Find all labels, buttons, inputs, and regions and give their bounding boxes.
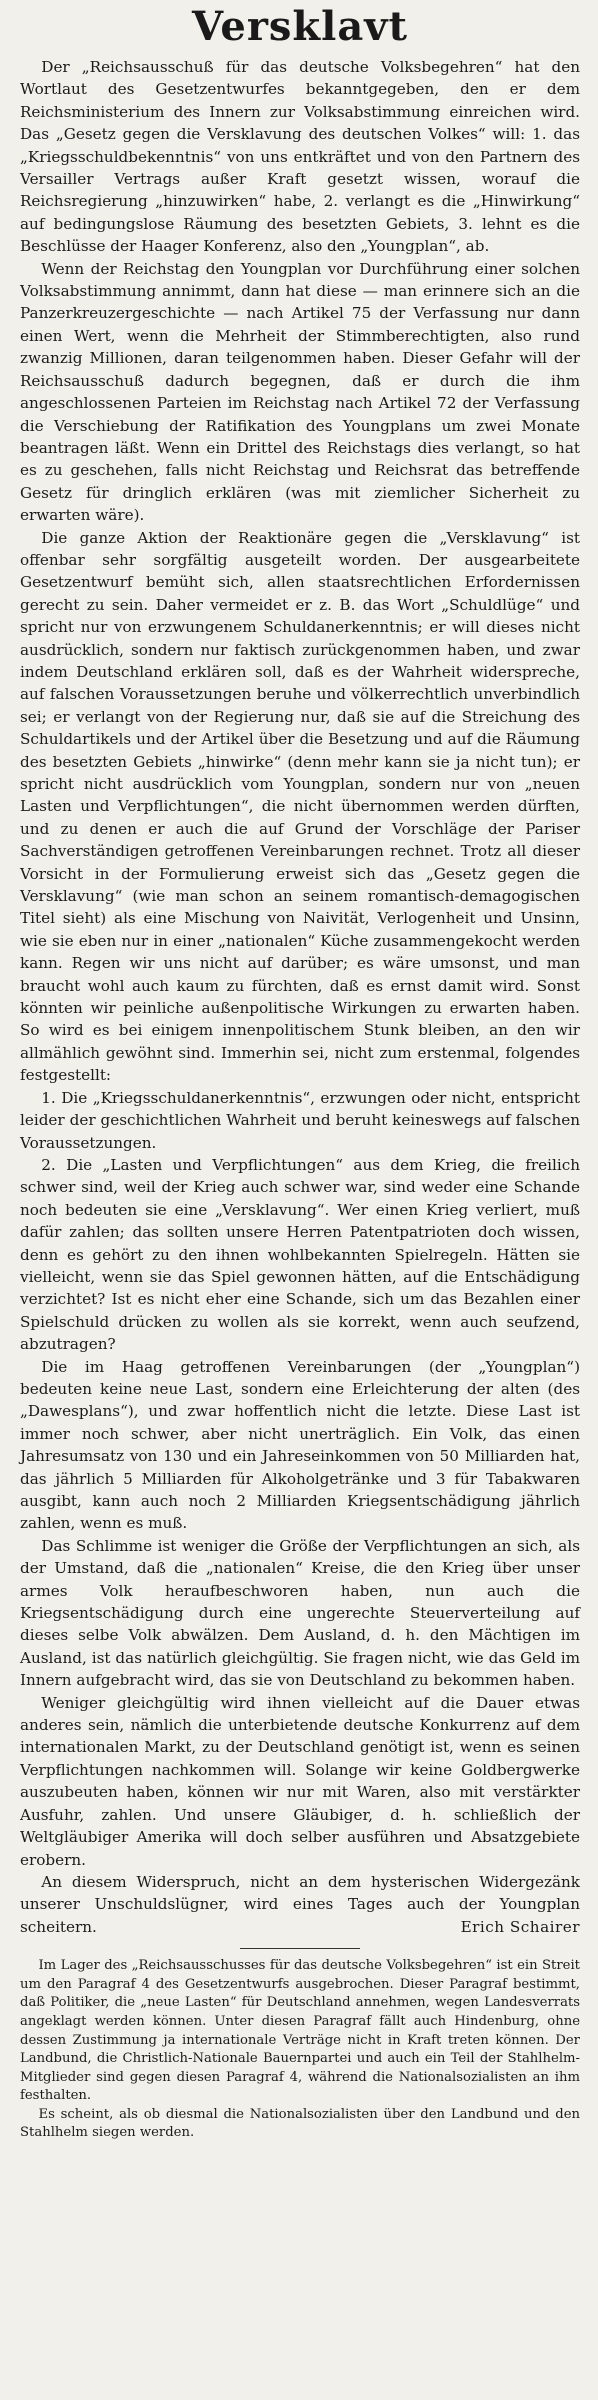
article-body: [20, 56, 580, 1938]
paragraph: Die ganze Aktion der Reaktionäre gegen die „Versklavung“ ist offenbar sehr sorgfältig ausgeteilt worden. Der ausgearbeitete Gesetzentwurf bemüht sich, allen staatsrechtlichen Erfordernissen gerecht zu sein. Daher vermeidet er z. B. das Wort „Schuldlüge“ und spricht nur von erzwungenem Schuldanerkenntnis; er will dieses nicht ausdrücklich, sondern nur faktisch zurückgenommen haben, und zwar indem Deutschland erklären soll, daß es der Wahrheit widerspreche, auf falschen Voraussetzungen beruhe und völkerrechtlich unverbindlich sei; er verlangt von der Regierung nur, daß sie auf die Streichung des Schuldartikels und der Artikel über die Besetzung und auf die Räumung des besetzten Gebiets „hinwirke“ (denn mehr kann sie ja nicht tun); er spricht nicht ausdrücklich vom Youngplan, sondern nur von „neuen Lasten und Verpflichtungen“, die nicht übernommen werden dürften, und zu denen er auch die auf Grund der Vorschläge der Pariser Sachverständigen getroffenen Vereinbarungen rechnet. Trotz all dieser Vorsicht in der Formulierung erweist sich das „Gesetz gegen die Versklavung“ (wie man schon an seinem romantisch-demagogischen Titel sieht) als eine Mischung von Naivität, Verlogenheit und Unsinn, wie sie eben nur in einer „nationalen“ Küche zusammengekocht werden kann. Regen wir uns nicht auf darüber; es wäre umsonst, und man braucht wohl auch kaum zu fürchten, daß es ernst damit wird. Sonst könnten wir peinliche außenpolitische Wirkungen zu erwarten haben. So wird es bei einigem innenpolitischem Stunk bleiben, an den wir allmählich gewöhnt sind. Immerhin sei, nicht zum erstenmal, folgendes festgestellt:: [20, 528, 580, 1085]
paragraph: Das Schlimme ist weniger die Größe der Verpflichtungen an sich, als der Umstand, daß die „nationalen“ Kreise, die den Krieg über unser armes Volk heraufbeschworen haben, nun auch die Kriegsentschädigung durch eine ungerechte Steuerverteilung auf dieses selbe Volk abwälzen. Dem Ausland, d. h. den Mächtigen im Ausland, ist das natürlich gleichgültig. Sie fragen nicht, wie das Geld im Innern aufgebracht wird, das sie von Deutschland zu bekommen haben.: [20, 1536, 580, 1690]
headline: Versklavt: [192, 3, 408, 50]
section-divider: [240, 1948, 360, 1949]
closing-text: An diesem Widerspruch, nicht an dem hysterischen Widergezänk unserer Unschuldslügner, wird eines Tages auch der Youngplan scheitern.: [20, 1872, 580, 1936]
paragraph: 2. Die „Lasten und Verpflichtungen“ aus dem Krieg, die freilich schwer sind, weil der Krieg auch schwer war, sind weder eine Schande noch bedeuten sie eine „Versklavung“. Wer einen Krieg verliert, muß dafür zahlen; das sollten unsere Herren Patentpatrioten doch wissen, denn es gehört zu den ihnen wohlbekannten Spielregeln. Hätten sie vielleicht, wenn sie das Spiel gewonnen hätten, auf die Entschädigung verzichtet? Ist es nicht eher eine Schande, sich um das Bezahlen einer Spielschuld drücken zu wollen als sie korrekt, wenn auch seufzend, abzutragen?: [20, 1155, 580, 1354]
trailer-paragraph: Im Lager des „Reichsausschusses für das deutsche Volksbegehren“ ist ein Streit um den Paragraf 4 des Gesetzentwurfs ausgebrochen. Dieser Paragraf bestimmt, daß Politiker, die „neue Lasten“ für Deutschland annehmen, wegen Landesverrats angeklagt werden können. Unter diesen Paragraf fällt auch Hindenburg, ohne dessen Zustimmung ja internationale Verträge nicht in Kraft treten können. Der Landbund, die Christlich-Nationale Bauernpartei und auch ein Teil der Stahlhelm-Mitglieder sind gegen diesen Paragraf 4, während die Nationalsozialisten an ihm festhalten.: [20, 1958, 580, 2104]
author-signature: Erich Schairer: [460, 1917, 580, 1936]
trailer-notice: [20, 1957, 580, 2143]
trailer-paragraph: Es scheint, als ob diesmal die Nationalsozialisten über den Landbund und den Stahlhelm siegen werden.: [20, 2106, 580, 2141]
paragraph: Wenn der Reichstag den Youngplan vor Durchführung einer solchen Volksabstimmung annimmt, dann hat diese — man erinnere sich an die Panzerkreuzergeschichte — nach Artikel 75 der Verfassung nur dann einen Wert, wenn die Mehrheit der Stimmberechtigten, also rund zwanzig Millionen, daran teilgenommen haben. Dieser Gefahr will der Reichsausschuß dadurch begegnen, daß er durch die ihm angeschlossenen Parteien im Reichstag nach Artikel 72 der Verfassung die Verschiebung der Ratifikation des Youngplans um zwei Monate beantragen läßt. Wenn ein Drittel des Reichstags dies verlangt, so hat es zu geschehen, falls nicht Reichstag und Reichsrat das betreffende Gesetz für dringlich erklären (was mit ziemlicher Sicherheit zu erwarten wäre).: [20, 259, 580, 525]
paragraph: Weniger gleichgültig wird ihnen vielleicht auf die Dauer etwas anderes sein, nämlich die unterbietende deutsche Konkurrenz auf dem internationalen Markt, zu der Deutschland genötigt ist, wenn es seinen Verpflichtungen nachkommen will. Solange wir keine Goldbergwerke auszubeuten haben, können wir nur mit Waren, also mit verstärkter Ausfuhr, zahlen. Und unsere Gläubiger, d. h. schließlich der Weltgläubiger Amerika will doch selber ausführen und Absatzgebiete erobern.: [20, 1693, 580, 1869]
paragraph: Der „Reichsausschuß für das deutsche Volksbegehren“ hat den Wortlaut des Gesetzentwurfes bekanntgegeben, den er dem Reichsministerium des Innern zur Volksabstimmung einreichen wird. Das „Gesetz gegen die Versklavung des deutschen Volkes“ will: 1. das „Kriegsschuldbekenntnis“ von uns entkräftet und von den Partnern des Versailler Vertrags außer Kraft gesetzt wissen, worauf die Reichsregierung „hinzuwirken“ habe, 2. verlangt es die „Hinwirkung“ auf bedingungslose Räumung des besetzten Gebiets, 3. lehnt es die Beschlüsse der Haager Konferenz, also den „Youngplan“, ab.: [20, 58, 580, 256]
paragraph: Die im Haag getroffenen Vereinbarungen (der „Youngplan“) bedeuten keine neue Last, sondern eine Erleichterung der alten (des „Dawesplans“), und zwar hoffentlich nicht die letzte. Diese Last ist immer noch schwer, aber nicht unerträglich. Ein Volk, das einen Jahresumsatz von 130 und ein Jahreseinkommen von 50 Milliarden hat, das jährlich 5 Milliarden für Alkoholgetränke und 3 für Tabakwaren ausgibt, kann auch noch 2 Milliarden Kriegsentschädigung jährlich zahlen, wenn es muß.: [20, 1357, 580, 1533]
closing-paragraph: [20, 1871, 580, 1938]
paragraph: 1. Die „Kriegsschuldanerkenntnis“, erzwungen oder nicht, entspricht leider der geschichtlichen Wahrheit und beruht keineswegs auf falschen Voraussetzungen.: [20, 1088, 580, 1152]
